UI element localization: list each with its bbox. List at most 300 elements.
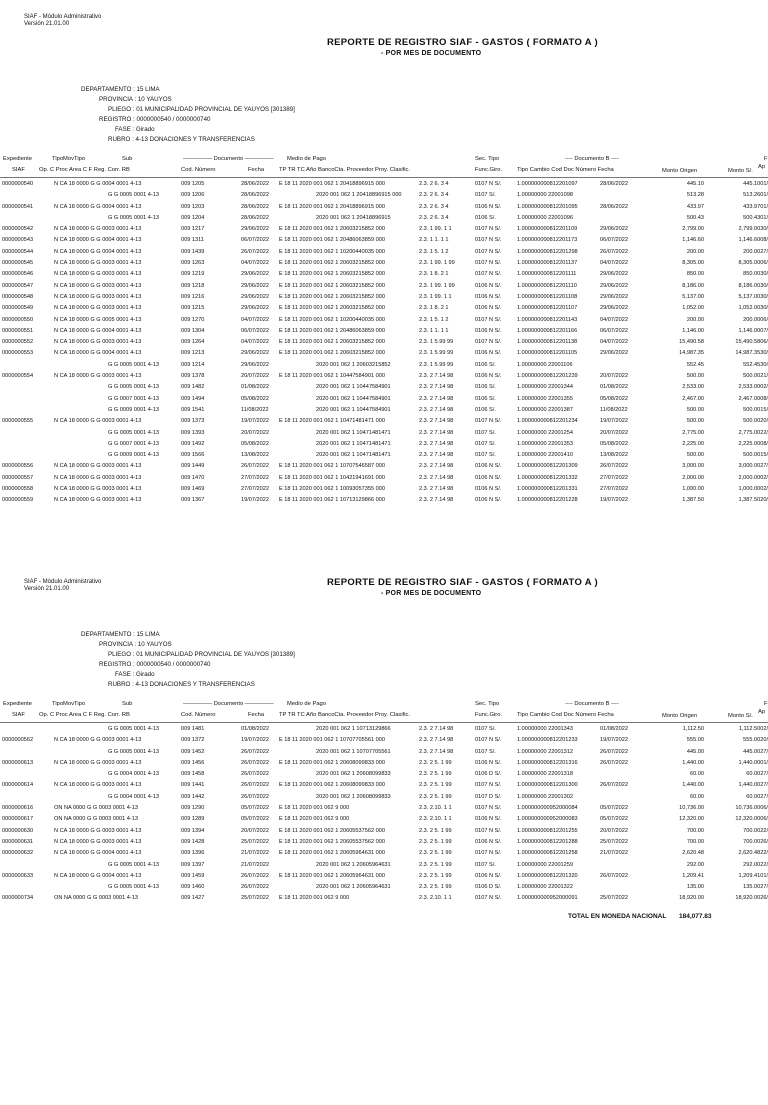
cell-fb: 26/07/2022 [600, 463, 628, 470]
cell-doc: 009 1264 [181, 339, 205, 346]
cell-tp: E 18 11 2020 001 062 1 10713129866 000 [279, 497, 385, 504]
cell-clas: 2.3. 1 5. 1 2 [419, 316, 449, 323]
table-row [0, 474, 768, 485]
header-siaf: SIAF [12, 167, 25, 173]
cell-fb: 19/07/2022 [600, 737, 628, 744]
cell-clas: 2.3. 2 5. 1 99 [419, 827, 452, 834]
table-row [0, 894, 768, 905]
header-monto-origen: Monto Origen [662, 713, 698, 719]
cell-tc: 1.000000000812201309 [517, 463, 578, 470]
cell-fb: 20/07/2022 [600, 429, 628, 436]
cell-tc: 1.00000000 22001387 [517, 406, 573, 413]
cell-fb: 25/07/2022 [600, 838, 628, 845]
cell-tc: 1.00000000 22001322 [517, 884, 573, 891]
cell-sec: 0107 N S/. [475, 827, 502, 834]
header-documento-b: ---- Documento B ---- [565, 701, 619, 707]
cell-fecha: 19/07/2022 [241, 497, 269, 504]
cell-fecha: 26/07/2022 [241, 771, 269, 778]
cell-exp: 0000000545 [2, 260, 34, 267]
cell-exp: 0000000631 [2, 838, 34, 845]
table-row [0, 327, 768, 338]
header-tipomov: TipoMovTipo [52, 701, 86, 707]
system-info [24, 14, 101, 28]
cell-op: ON NA 0000 G G 0003 0001 4-13 [54, 805, 138, 812]
cell-clas: 2.3. 1 99. 1 1 [419, 293, 452, 300]
cell-fb: 06/07/2022 [600, 327, 628, 334]
cell-sec: 0106 D S/. [475, 771, 502, 778]
cell-op: N CA 18 0000 G G 0004 0001 4-13 [54, 181, 142, 187]
cell-tc: 1.000000000812201097 [517, 181, 578, 187]
cell-exp: 0000000541 [2, 203, 34, 210]
cell-tp: E 18 11 2020 001 062 1 20605964631 000 [279, 850, 385, 857]
header-tipomov: TipoMovTipo [52, 156, 86, 162]
header-documento: ————— Documento ————— [183, 701, 274, 707]
cell-op: N CA 18 0000 G G 0004 0001 4-13 [54, 350, 142, 357]
cell-clas: 2.3. 1 5.99 99 [419, 339, 454, 346]
cell-tp: E 18 11 2020 001 062 9 000 [279, 816, 350, 823]
cell-fecha: 04/07/2022 [241, 339, 269, 346]
cell-fecha: 26/07/2022 [241, 463, 269, 470]
cell-op: N CA 18 0000 G G 0003 0001 4-13 [54, 271, 142, 278]
cell-ms: 500.0015/ [743, 452, 768, 459]
cell-op: N CA 18 0000 G G 0004 0001 4-13 [54, 203, 142, 210]
header-ap-top: F [764, 156, 768, 162]
cell-clas: 2.3. 2 7.14 98 [419, 748, 454, 755]
total-value: 184,077.83 [679, 913, 712, 920]
cell-tc: 1.000000000812201111 [517, 271, 577, 278]
cell-tc: 1.000000000812201110 [517, 282, 577, 289]
cell-doc: 009 1204 [181, 214, 205, 221]
cell-clas: 2.3. 2 7.14 98 [419, 497, 454, 504]
cell-doc: 009 1492 [181, 440, 205, 447]
cell-doc: 009 1456 [181, 759, 205, 766]
cell-doc: 009 1394 [181, 827, 205, 834]
param-fase: FASE : Girado [115, 126, 155, 133]
cell-op: N CA 18 0000 G G 0003 0001 4-13 [54, 305, 142, 312]
table-header [0, 700, 768, 723]
param-fase: FASE : Girado [115, 671, 155, 678]
cell-tc: 1.000000000812201138 [517, 339, 578, 346]
cell-ms: 850.0030/ [743, 271, 768, 278]
cell-op: N CA 18 0000 G G 0003 0001 4-13 [54, 759, 142, 766]
cell-tp: E 18 11 2020 001 062 1 20603215852 000 [279, 282, 385, 289]
cell-op: G G 0005 0001 4-13 [108, 192, 160, 199]
report-page-1 [0, 0, 768, 540]
cell-clas: 2.3. 2 5. 1 99 [419, 838, 452, 845]
cell-doc: 009 1481 [181, 726, 205, 732]
cell-exp: 0000000562 [2, 737, 34, 744]
cell-clas: 2.3. 2 7.14 98 [419, 373, 454, 380]
cell-fecha: 05/07/2022 [241, 805, 269, 812]
cell-ms: 1,209.4101/ [738, 872, 768, 879]
header-medio-pago: Medio de Pago [287, 156, 326, 162]
cell-fecha: 06/07/2022 [241, 237, 269, 244]
cell-tp: 2020 001 062 1 10471481471 [316, 440, 391, 447]
cell-exp: 0000000548 [2, 293, 34, 300]
cell-mo: 513.28 [686, 192, 704, 199]
cell-tc: 1.00000000 22001302 [517, 793, 573, 800]
cell-doc: 009 1289 [181, 816, 205, 823]
cell-doc: 009 1213 [181, 350, 205, 357]
cell-tp: 2020 001 062 1 10447584901 [316, 384, 391, 391]
cell-fb: 01/08/2022 [600, 384, 628, 391]
cell-doc: 009 1396 [181, 850, 205, 857]
cell-sec: 0106 N S/. [475, 305, 502, 312]
cell-tc: 1.000000000952000084 [517, 805, 578, 812]
cell-sec: 0107 S/. [475, 861, 496, 868]
cell-mo: 135.00 [686, 884, 704, 891]
cell-mo: 60.00 [690, 793, 704, 800]
cell-ms: 60.0027/ [746, 793, 768, 800]
cell-ms: 500.0020/ [743, 418, 768, 425]
cell-fb: 06/07/2022 [600, 237, 628, 244]
cell-tc: 1.00000000 22001410 [517, 452, 573, 459]
cell-tc: 1.000000000812201316 [517, 759, 578, 766]
cell-mo: 445.00 [686, 748, 704, 755]
header-monto-origen: Monto Origen [662, 168, 698, 174]
cell-doc: 009 1203 [181, 203, 205, 210]
header-medio-pago: Medio de Pago [287, 701, 326, 707]
table-row [0, 236, 768, 247]
cell-mo: 1,440.00 [682, 759, 704, 766]
cell-tc: 1.00000000 22001344 [517, 384, 573, 391]
cell-exp: 0000000632 [2, 850, 34, 857]
cell-tp: E 18 11 2020 001 062 9 000 [279, 805, 350, 812]
table-row [0, 861, 768, 872]
cell-tp: 2020 001 062 1 20608099833 [316, 771, 391, 778]
cell-exp: 0000000633 [2, 872, 34, 879]
cell-mo: 1,209.41 [682, 872, 704, 879]
cell-clas: 2.3. 2 7.14 98 [419, 440, 454, 447]
cell-ms: 1,000.0002/ [738, 486, 768, 493]
cell-mo: 552.45 [686, 361, 704, 368]
cell-clas: 2.3. 2 6. 3 4 [419, 181, 449, 187]
cell-mo: 8,305.00 [682, 260, 704, 267]
cell-doc: 009 1566 [181, 452, 205, 459]
cell-op: N CA 18 0000 G G 0003 0001 4-13 [54, 737, 142, 744]
cell-doc: 009 1215 [181, 305, 205, 312]
cell-tp: E 18 11 2020 001 062 1 20605537562 000 [279, 838, 385, 845]
cell-tc: 1.00000000 22001312 [517, 748, 573, 755]
table-row [0, 316, 768, 327]
cell-fb: 26/07/2022 [600, 872, 628, 879]
cell-op: G G 0005 0001 4-13 [108, 884, 160, 891]
table-row [0, 759, 768, 770]
cell-op: G G 0009 0001 4-13 [108, 452, 160, 459]
cell-sec: 0106 S/. [475, 214, 496, 221]
cell-op: N CA 18 0000 G G 0003 0001 4-13 [54, 373, 142, 380]
cell-tp: E 18 11 2020 001 062 1 20603215852 000 [279, 226, 385, 233]
cell-fb: 29/06/2022 [600, 350, 628, 357]
cell-op: G G 0007 0001 4-13 [108, 440, 160, 447]
cell-tc: 1.000000000952000091 [517, 895, 578, 902]
cell-op: G G 0005 0001 4-13 [108, 429, 160, 436]
cell-tc: 1.000000000812201166 [517, 327, 578, 334]
table-row [0, 883, 768, 894]
cell-fb: 04/07/2022 [600, 316, 628, 323]
cell-tc: 1.000000000812201331 [517, 486, 578, 493]
cell-ms: 15,490.5806/ [735, 339, 768, 346]
cell-fb: 05/08/2022 [600, 395, 628, 402]
cell-tc: 1.000000000812201109 [517, 226, 578, 233]
cell-exp: 0000000734 [2, 895, 34, 902]
cell-tc: 1.00000000 22001355 [517, 395, 573, 402]
cell-clas: 2.3. 2 7.14 98 [419, 395, 454, 402]
table-header [0, 155, 768, 178]
cell-exp: 0000000540 [2, 181, 34, 187]
cell-tp: E 18 11 2020 001 062 1 20605537562 000 [279, 827, 385, 834]
cell-exp: 0000000556 [2, 463, 34, 470]
cell-ms: 445.0027/ [743, 748, 768, 755]
header-siaf: SIAF [12, 712, 25, 718]
cell-ms: 292.0022/ [743, 861, 768, 868]
cell-mo: 1,052.00 [682, 305, 704, 312]
cell-fb: 04/07/2022 [600, 339, 628, 346]
cell-sec: 0107 S/. [475, 748, 496, 755]
cell-exp: 0000000549 [2, 305, 34, 312]
cell-sec: 0106 S/. [475, 384, 496, 391]
cell-fb: 21/07/2022 [600, 850, 628, 857]
cell-clas: 2.3. 1 1. 1 1 [419, 327, 449, 334]
cell-sec: 0106 N S/. [475, 474, 502, 481]
table-row [0, 736, 768, 747]
header-func-giro: Func.Giro. [475, 167, 503, 173]
cell-op: N CA 18 0000 G G 0004 0001 4-13 [54, 850, 142, 857]
cell-sec: 0107 N S/. [475, 316, 502, 323]
param-provincia: PROVINCIA : 10 YAUYOS [99, 641, 172, 648]
cell-fecha: 26/07/2022 [241, 872, 269, 879]
cell-tc: 1.000000000812201137 [517, 260, 578, 267]
cell-doc: 009 1428 [181, 838, 205, 845]
cell-fecha: 27/07/2022 [241, 474, 269, 481]
header-expediente: Expediente [3, 156, 33, 162]
cell-ms: 1,052.0030/ [738, 305, 768, 312]
cell-fb: 26/07/2022 [600, 759, 628, 766]
cell-sec: 0106 N S/. [475, 486, 502, 493]
table-row [0, 383, 768, 394]
cell-clas: 2.3. 1 99. 1 99 [419, 282, 455, 289]
cell-tp: E 18 11 2020 001 062 1 20603215852 000 [279, 305, 385, 312]
cell-tc: 1.00000000 22001343 [517, 726, 573, 732]
table-row [0, 838, 768, 849]
cell-mo: 292.00 [686, 861, 704, 868]
cell-op: G G 0007 0001 4-13 [108, 395, 160, 402]
cell-tp: 2020 001 062 1 20608099833 [316, 793, 391, 800]
table-row [0, 462, 768, 473]
cell-clas: 2.3. 2 7.14 98 [419, 452, 454, 459]
cell-tp: 2020 001 062 1 20605964631 [316, 884, 391, 891]
cell-op: N CA 18 0000 G G 0005 0001 4-13 [54, 316, 142, 323]
cell-mo: 1,146.60 [682, 237, 704, 244]
cell-ms: 60.0027/ [746, 771, 768, 778]
cell-op: N CA 18 0000 G G 0003 0001 4-13 [54, 474, 142, 481]
cell-sec: 0106 N S/. [475, 203, 502, 210]
param-registro: REGISTRO : 0000000540 / 0000000740 [99, 661, 211, 668]
cell-tc: 1.000000000812201105 [517, 350, 578, 357]
cell-fb: 27/07/2022 [600, 486, 628, 493]
cell-fb: 27/07/2022 [600, 474, 628, 481]
cell-mo: 10,736.00 [679, 805, 704, 812]
param-rubro: RUBRO : 4-13 DONACIONES Y TRANSFERENCIAS [108, 681, 255, 688]
cell-op: G G 0005 0001 4-13 [108, 361, 160, 368]
cell-ms: 513.2601/ [743, 192, 768, 199]
header-op: Op. C Proc Area C F Reg. Corr. RB [39, 167, 130, 173]
cell-sec: 0106 S/. [475, 395, 496, 402]
table-row [0, 293, 768, 304]
cell-doc: 009 1367 [181, 497, 205, 504]
cell-tc: 1.00000000 22001096 [517, 214, 573, 221]
cell-mo: 500.00 [686, 373, 704, 380]
cell-op: N CA 18 0000 G G 0004 0001 4-13 [54, 248, 142, 255]
header-tipo-cambio: Tipo Cambio Cod Doc Número Fecha [517, 167, 614, 173]
cell-ms: 445.1001/ [743, 181, 768, 187]
report-title: REPORTE DE REGISTRO SIAF - GASTOS ( FORMATO A ) [327, 37, 598, 48]
cell-tc: 1.00000000 22001353 [517, 440, 573, 447]
cell-doc: 009 1452 [181, 748, 205, 755]
cell-fecha: 20/07/2022 [241, 429, 269, 436]
cell-fecha: 26/07/2022 [241, 884, 269, 891]
cell-ms: 1,387.5020/ [738, 497, 768, 504]
header-ap: Ap [758, 709, 766, 715]
cell-ms: 200.0027/ [743, 248, 768, 255]
cell-sec: 0106 N S/. [475, 759, 502, 766]
cell-doc: 009 1378 [181, 373, 205, 380]
cell-clas: 2.3. 1 1. 1 1 [419, 237, 449, 244]
cell-tc: 1.000000000812201095 [517, 203, 578, 210]
cell-op: N CA 18 0000 G G 0003 0001 4-13 [54, 282, 142, 289]
cell-ms: 1,146.6008/ [738, 237, 768, 244]
cell-ms: 1,440.0001/ [738, 759, 768, 766]
table-row [0, 770, 768, 781]
cell-doc: 009 1372 [181, 737, 205, 744]
cell-ms: 12,320.0006/ [735, 816, 768, 823]
cell-tc: 1.000000000812201258 [517, 850, 578, 857]
header-sec-tipo: Sec. Tipo [475, 156, 500, 162]
cell-op: G G 0005 0001 4-13 [108, 214, 160, 221]
header-expediente: Expediente [3, 701, 33, 707]
table-row [0, 849, 768, 860]
cell-op: ON NA 0000 G G 0003 0001 4-13 [54, 816, 138, 823]
cell-mo: 200.00 [686, 316, 704, 323]
cell-fecha: 19/07/2022 [241, 418, 269, 425]
cell-tc: 1.000000000812201228 [517, 497, 578, 504]
cell-mo: 15,490.58 [679, 339, 704, 346]
cell-op: N CA 18 0000 G G 0003 0001 4-13 [54, 827, 142, 834]
table-row [0, 180, 768, 191]
cell-fecha: 29/06/2022 [241, 350, 269, 357]
table-row [0, 282, 768, 293]
cell-tp: 2020 001 062 1 10471481471 [316, 452, 391, 459]
cell-fb: 19/07/2022 [600, 418, 628, 425]
cell-fb: 29/06/2022 [600, 271, 628, 278]
cell-tc: 1.00000000 22001254 [517, 429, 573, 436]
cell-ms: 10,736.0006/ [735, 805, 768, 812]
cell-tc: 1.000000000812201108 [517, 293, 578, 300]
cell-fecha: 06/07/2022 [241, 327, 269, 334]
cell-tc: 1.00000000 22001106 [517, 361, 573, 368]
cell-clas: 2.3. 2 5. 1 99 [419, 782, 452, 789]
header-tp-tr-tc: TP TR TC Año BancoCta. Proveedor Proy. Clasific. [279, 712, 411, 718]
cell-exp: 0000000614 [2, 782, 34, 789]
cell-doc: 009 1460 [181, 884, 205, 891]
cell-mo: 2,000.00 [682, 474, 704, 481]
cell-ms: 500.0021/ [743, 373, 768, 380]
cell-fecha: 21/07/2022 [241, 850, 269, 857]
cell-op: G G 0005 0001 4-13 [108, 384, 160, 391]
cell-fecha: 28/06/2022 [241, 192, 269, 199]
param-departamento: DEPARTAMENTO : 15 LIMA [81, 86, 160, 93]
cell-tp: 2020 001 062 1 20603215852 [316, 361, 391, 368]
cell-fecha: 20/07/2022 [241, 373, 269, 380]
table-row [0, 804, 768, 815]
cell-fb: 29/06/2022 [600, 226, 628, 233]
cell-fecha: 01/08/2022 [241, 384, 269, 391]
system-info [24, 579, 101, 593]
cell-op: N CA 18 0000 G G 0003 0001 4-13 [54, 339, 142, 346]
param-pliego: PLIEGO : 01 MUNICIPALIDAD PROVINCIAL DE YAUYOS [301389] [108, 106, 295, 113]
cell-fb: 20/07/2022 [600, 827, 628, 834]
cell-fecha: 01/08/2022 [241, 726, 269, 732]
cell-tp: E 18 11 2020 001 062 1 10707546587 000 [279, 463, 385, 470]
cell-op: N CA 18 0000 G G 0003 0001 4-13 [54, 782, 142, 789]
cell-sec: 0106 N S/. [475, 872, 502, 879]
cell-mo: 445.10 [686, 181, 704, 187]
cell-mo: 500.00 [686, 452, 704, 459]
param-rubro: RUBRO : 4-13 DONACIONES Y TRANSFERENCIAS [108, 136, 255, 143]
cell-op: N CA 18 0000 G G 0004 0001 4-13 [54, 327, 142, 334]
table-row [0, 451, 768, 462]
cell-mo: 1,000.00 [682, 486, 704, 493]
cell-doc: 009 1373 [181, 418, 205, 425]
cell-ms: 3,000.0027/ [738, 463, 768, 470]
cell-exp: 0000000554 [2, 373, 34, 380]
cell-tp: E 18 11 2020 001 062 1 20603215852 000 [279, 339, 385, 346]
cell-fb: 28/06/2022 [600, 181, 628, 187]
cell-doc: 009 1470 [181, 474, 205, 481]
cell-sec: 0106 N S/. [475, 838, 502, 845]
cell-tp: 2020 001 062 1 20605964631 [316, 861, 391, 868]
cell-ms: 2,533.0002/ [738, 384, 768, 391]
cell-fb: 11/08/2022 [600, 406, 628, 413]
cell-fecha: 26/07/2022 [241, 759, 269, 766]
cell-fb: 29/06/2022 [600, 305, 628, 312]
cell-fecha: 05/07/2022 [241, 816, 269, 823]
table-body-page-2 [0, 725, 768, 906]
cell-ms: 200.0006/ [743, 316, 768, 323]
system-name: SIAF - Módulo Administrativo [24, 14, 102, 20]
cell-clas: 2.3. 2 7.14 98 [419, 486, 454, 493]
cell-sec: 0107 N S/. [475, 237, 502, 244]
cell-doc: 009 1439 [181, 248, 205, 255]
table-row [0, 429, 768, 440]
cell-op: N CA 18 0000 G G 0003 0001 4-13 [54, 260, 142, 267]
cell-tp: E 18 11 2020 001 062 1 10421941691 000 [279, 474, 385, 481]
cell-tc: 1.000000000952000083 [517, 816, 578, 823]
header-monto-soles: Monto S/. [728, 713, 753, 719]
cell-exp: 0000000617 [2, 816, 34, 823]
cell-clas: 2.3. 2 5. 1 99 [419, 861, 452, 868]
cell-op: G G 0005 0001 4-13 [108, 861, 160, 868]
param-registro: REGISTRO : 0000000540 / 0000000740 [99, 116, 211, 123]
header-tp-tr-tc: TP TR TC Año BancoCta. Proveedor Proy. Clasific. [279, 167, 411, 173]
cell-mo: 2,533.00 [682, 384, 704, 391]
cell-doc: 009 1304 [181, 327, 205, 334]
param-departamento: DEPARTAMENTO : 15 LIMA [81, 631, 160, 638]
cell-clas: 2.3. 2 7.14 98 [419, 429, 454, 436]
table-row [0, 793, 768, 804]
header-sec-tipo: Sec. Tipo [475, 701, 500, 707]
table-row [0, 827, 768, 838]
